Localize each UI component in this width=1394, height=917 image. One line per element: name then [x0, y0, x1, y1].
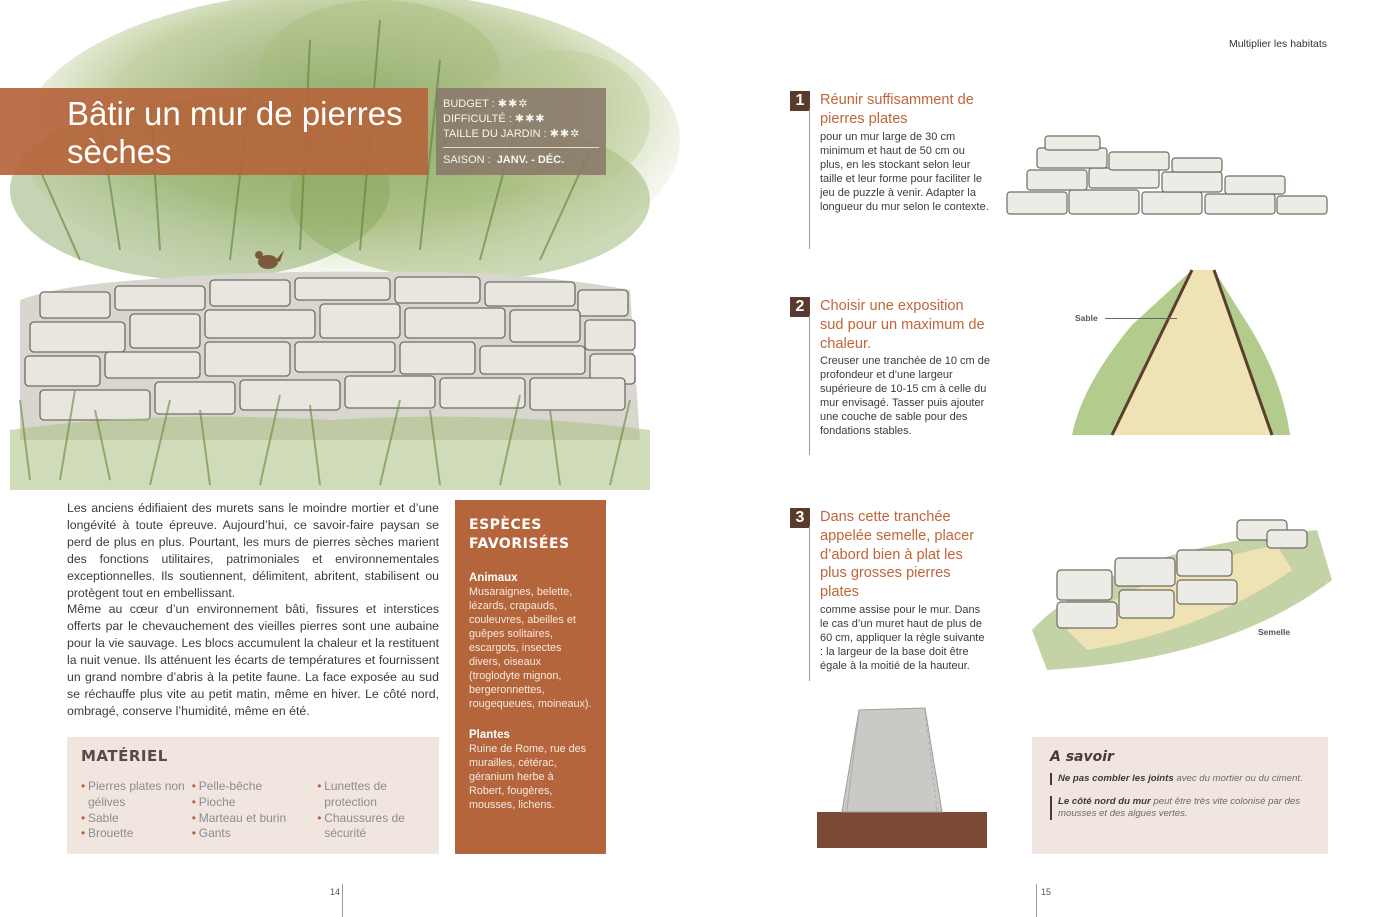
difficulty-row: DIFFICULTÉ : ✱✱✱ — [443, 113, 546, 125]
step-3 — [790, 508, 990, 673]
step-number: 1 — [790, 91, 810, 111]
plantes-text: Ruine de Rome, rue des murailles, cétérac, géranium herbe à Robert, fougères, mousses, lichens. — [469, 743, 587, 811]
step-text: Creuser une tranchée de 10 cm de profondeur et d’une largeur supérieure de 10-15 cm à celle du mur envisagé. Tasser puis ajouter une couche de sable pour des fondations stables. — [820, 355, 990, 438]
dry-stone-wall-illustration — [0, 0, 697, 490]
animaux-text: Musaraignes, belette, lézards, crapauds, couleuvres, abeilles et guêpes solitaires, escargots, insectes divers, oiseaux (troglodyte mignon, bergeronnettes, rougequeues, moineaux). — [469, 586, 592, 710]
materiel-column-1 — [81, 779, 192, 842]
stone-pile-illustration — [997, 130, 1337, 230]
page-number-left: 14 — [330, 887, 341, 897]
step-text: pour un mur large de 30 cm minimum et haut de 50 cm ou plus, en les stockant selon leur taille et leur forme pour faciliter le jeu de puzzle à venir. Adapter la longueur du mur selon le contexte. — [820, 130, 989, 213]
materiel-title: MATÉRIEL — [81, 747, 168, 765]
step-2 — [790, 297, 990, 438]
list-item: • Lunettes de protection — [317, 779, 425, 811]
page-number-right: 15 — [1041, 887, 1052, 897]
step-rule — [809, 315, 810, 455]
label-sable: Sable — [1075, 313, 1098, 323]
intro-paragraph-2: Même au cœur d’un environnement bâti, fissures et interstices offerts par le chevauchement des vieilles pierres sont une aubaine pour la vie sauvage. Les blocs accumulent la chaleur et la restituent la nuit venue. Ils atténuent les écarts de températures et fournissent un grand nombre d’abris à la petite faune. La face exposée au sud se réchauffe plus vite au petit matin, même en hiver. Le côté nord, ombragé, conserve l’humidité, même en été. — [67, 602, 439, 718]
step-number: 3 — [790, 508, 810, 528]
budget-row: BUDGET : ✱✱✲ — [443, 98, 529, 110]
running-head: Multiplier les habitats — [1228, 38, 1327, 50]
page-title: Bâtir un mur de pierres sèches — [67, 95, 403, 170]
project-info-box — [436, 88, 606, 175]
list-item: • Gants — [192, 826, 317, 842]
garden-size-rating: ✱✱✲ — [549, 128, 581, 140]
step-text: comme assise pour le mur. Dans le cas d’un muret haut de plus de 60 cm, appliquer la règle suivante : la largeur de la base doit être égale à la moitié de la hauteur. — [820, 603, 985, 672]
wall-cross-section-illustration — [817, 700, 987, 860]
label-leader — [1105, 318, 1177, 319]
season-value: JANV. - DÉC. — [496, 154, 565, 166]
season-row: SAISON : JANV. - DÉC. — [443, 154, 565, 166]
step-1 — [790, 91, 990, 214]
step-title: Dans cette tranchée appelée semelle, placer d’abord bien à plat les plus grosses pierres plates — [820, 509, 975, 601]
materiel-column-3 — [317, 779, 425, 842]
budget-rating: ✱✱✲ — [497, 98, 529, 110]
difficulty-rating: ✱✱✱ — [514, 113, 546, 125]
list-item: • Brouette — [81, 826, 192, 842]
plantes-title: Plantes — [469, 729, 510, 741]
list-item: • Sable — [81, 811, 192, 827]
a-savoir-tip-1: Ne pas combler les joints avec du mortier ou du ciment. — [1050, 773, 1310, 785]
materiel-column-2 — [192, 779, 317, 842]
especes-title: ESPÈCES FAVORISÉES — [469, 517, 570, 552]
garden-size-row: TAILLE DU JARDIN : ✱✱✲ — [443, 128, 581, 140]
step-rule — [809, 109, 810, 249]
foundation-stones-illustration — [1027, 510, 1337, 670]
a-savoir-box — [1032, 737, 1328, 854]
page-number-rule — [1036, 884, 1037, 917]
step-title: Choisir une exposition sud pour un maximum de chaleur. — [820, 298, 985, 352]
label-semelle: Semelle — [1258, 627, 1291, 637]
intro-text — [67, 500, 439, 720]
list-item: • Chaussures de sécurité — [317, 811, 425, 843]
info-divider — [443, 147, 599, 148]
list-item: • Pierres plates non gélives — [81, 779, 192, 811]
list-item: • Pelle-bêche — [192, 779, 317, 795]
animaux-title: Animaux — [469, 572, 518, 584]
step-rule — [809, 526, 810, 681]
list-item: • Marteau et burin — [192, 811, 317, 827]
step-number: 2 — [790, 297, 810, 317]
right-page — [697, 0, 1394, 917]
list-item: • Pioche — [192, 795, 317, 811]
materiel-box — [67, 737, 439, 854]
especes-box — [455, 500, 606, 854]
intro-paragraph-1: Les anciens édifiaient des murets sans le moindre mortier et d’une longévité à toute épreuve. Aujourd’hui, ce savoir-faire paysan se perd de plus en plus. Pourtant, les murs de pierres sèches marient des fonctions utilitaires, patrimoniales et environnementales exceptionnelles. Ils soutiennent, délimitent, abritent, stabilisent ou protègent tout en embellissant. — [67, 501, 439, 600]
trench-illustration — [1042, 265, 1292, 455]
a-savoir-tip-2: Le côté nord du mur peut être très vite colonisé par des mousses et des algues vertes. — [1050, 796, 1310, 820]
page-number-rule — [342, 884, 343, 917]
a-savoir-title: A savoir — [1050, 749, 1114, 765]
step-title: Réunir suffisamment de pierres plates — [820, 92, 974, 127]
